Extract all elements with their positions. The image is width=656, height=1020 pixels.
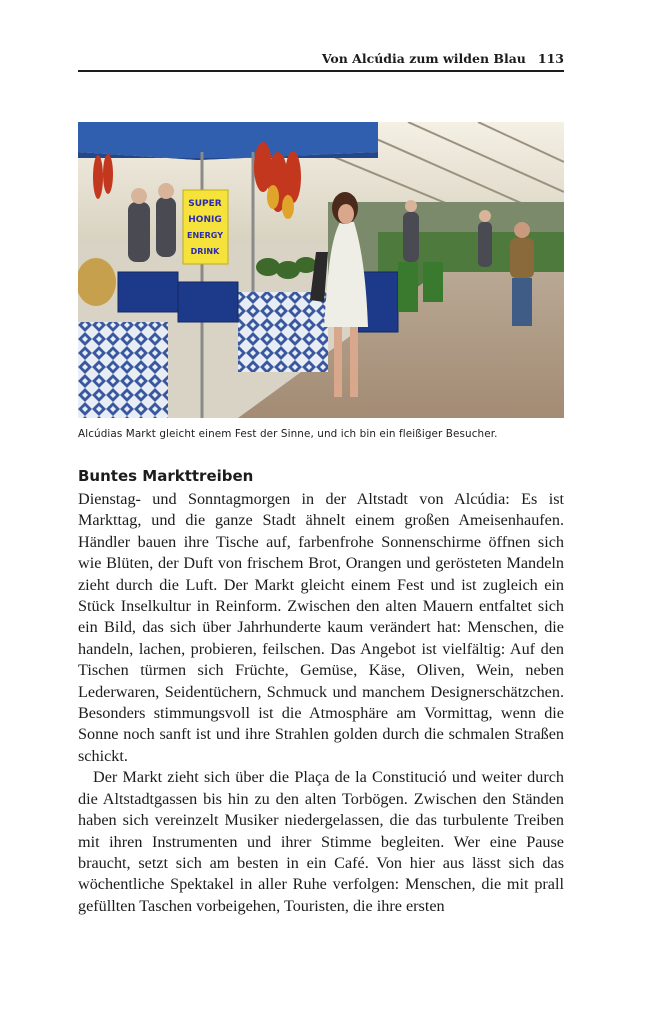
figure-caption: Alcúdias Markt gleicht einem Fest der Sinne, und ich bin ein fleißiger Besucher. xyxy=(78,428,498,440)
sign-line: ENERGY xyxy=(187,231,223,240)
running-head xyxy=(78,50,564,72)
market-photo xyxy=(78,122,564,418)
sign-line: HONIG xyxy=(188,215,222,225)
chapter-title: Von Alcúdia zum wilden Blau xyxy=(321,50,526,66)
section-heading: Buntes Markttreiben xyxy=(78,467,254,485)
sign-line: SUPER xyxy=(188,199,222,209)
sign-line: DRINK xyxy=(190,247,220,256)
page-number: 113 xyxy=(537,50,564,66)
paragraph: Dienstag- und Sonntagmorgen in der Altstadt von Alcúdia: Es ist Markttag, und die ganze Stadt ähnelt einem großen Ameisenhaufen. Händler bauen ihre Tische auf, farbenfrohe Sonnenschirme öffnen sich wie Blüten, der Duft von frischem Brot, Orangen und gerösteten Mandeln zieht durch die Luft. Der Markt gleicht einem Fest und ist zugleich ein Stück Inselkultur in Reinform. Zwischen den alten Mauern entfaltet sich ein Bild, das sich über Jahrhunderte kaum verändert hat: Menschen, die handeln, lachen, probieren, feilschen. Das Angebot ist vielfältig: Auf den Tischen türmen sich Früchte, Gemüse, Käse, Oliven, Wein, neben Lederwaren, Seidentüchern, Schmuck und manchem Designerschätzchen. Besonders stimmungsvoll ist die Atmosphäre am Vormittag, wenn die Sonne noch sanft ist und ihre Strahlen golden durch die schmalen Straßen schickt. xyxy=(78,490,564,765)
article-body xyxy=(78,489,564,917)
paragraph: Der Markt zieht sich über die Plaça de la Constitució und weiter durch die Altstadtgassen bis hin zu den alten Torbögen. Zwischen den Ständen haben sich vereinzelt Musiker niedergelassen, die das turbulente Treiben mit ihren Instrumenten und ihrer Stimme begleiten. Wer eine Pause braucht, setzt sich am besten in ein Café. Von hier aus lässt sich das wöchentliche Spektakel in aller Ruhe verfolgen: Menschen, die mit prall gefüllten Taschen vorbeigehen, Touristen, die ihre ersten xyxy=(78,768,564,915)
